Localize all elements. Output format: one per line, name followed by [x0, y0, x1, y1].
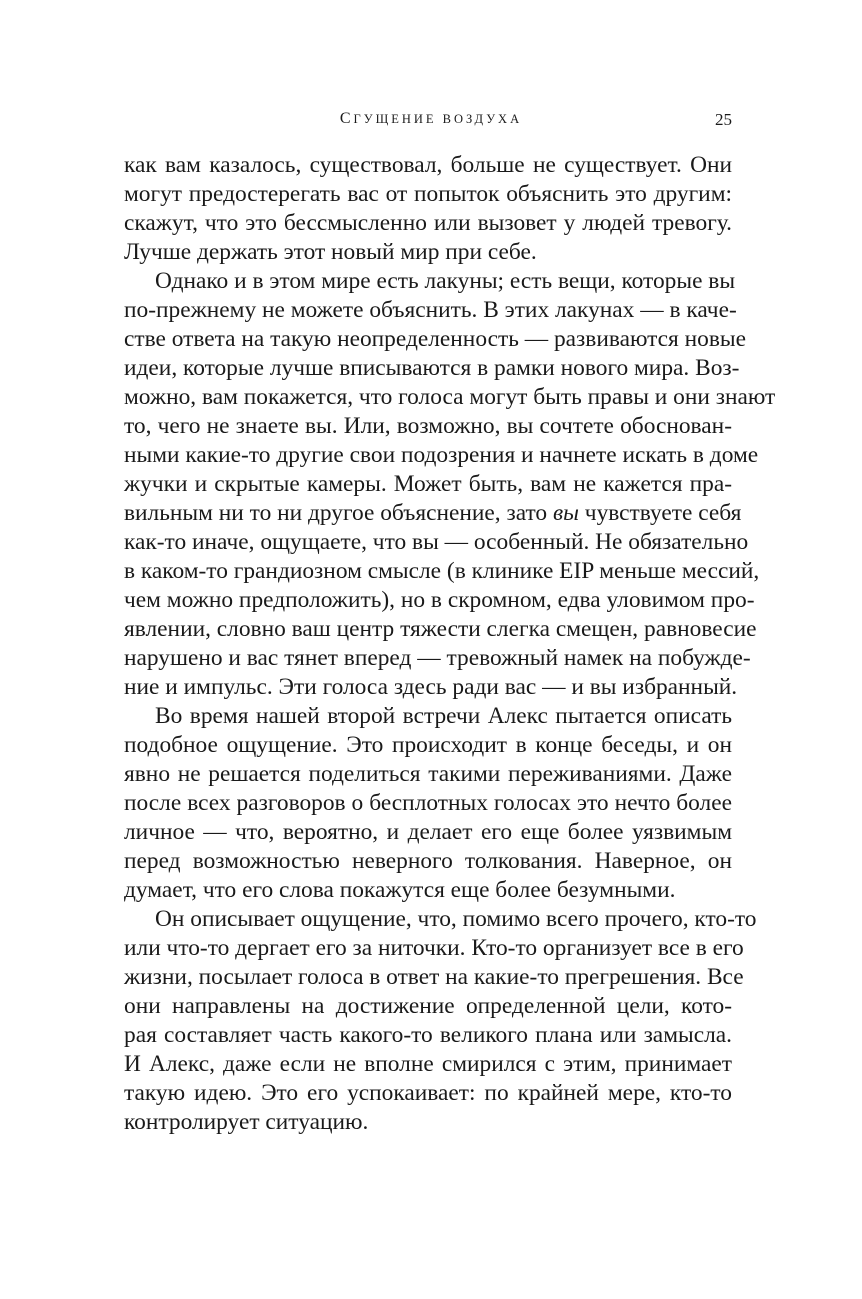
text-line: ние и импульс. Эти голоса здесь ради вас — и вы избранный. [124, 674, 738, 700]
running-title: СГУЩЕНИЕ ВОЗДУХА [339, 110, 523, 127]
text-line: то, чего не знаете вы. Или, возможно, вы сочтете обоснован- [124, 413, 732, 439]
text-line: перед возможностью неверного толкования. Наверное, он [124, 848, 732, 874]
text-line: Лучше держать этот новый мир при себе. [124, 239, 537, 265]
text-line: жизни, посылает голоса в ответ на какие-то прегрешения. Все [124, 964, 744, 990]
text-line: рая составляет часть какого-то великого плана или замысла. [124, 1022, 732, 1048]
text-line: И Алекс, даже если не вполне смирился с этим, принимает [124, 1051, 732, 1077]
paragraph [124, 702, 732, 905]
text-line: личное — что, вероятно, и делает его еще более уязвимым [124, 819, 732, 845]
text-line: контролирует ситуацию. [124, 1109, 369, 1135]
body-text [124, 151, 776, 1137]
text-line: как-то иначе, ощущаете, что вы — особенный. Не обязательно [124, 529, 749, 555]
text-line: ными какие-то другие свои подозрения и начнете искать в доме [124, 442, 759, 468]
text-line: Во время нашей второй встречи Алекс пытается описать [155, 703, 732, 729]
text-line: чем можно предположить), но в скромном, едва уловимом про- [124, 587, 755, 613]
text-line: идеи, которые лучше вписываются в рамки нового мира. Воз- [124, 355, 740, 381]
text-line: как вам казалось, существовал, больше не существует. Они [124, 152, 732, 178]
text-line: скажут, что это бессмысленно или вызовет у людей тревогу. [124, 210, 732, 236]
text-line: явлении, словно ваш центр тяжести слегка смещен, равновесие [124, 616, 757, 642]
text-line: могут предостерегать вас от попыток объяснить это другим: [124, 181, 732, 207]
text-line: после всех разговоров о бесплотных голосах это нечто более [124, 790, 732, 816]
text-line: явно не решается поделиться такими переживаниями. Даже [124, 761, 732, 787]
text-line: можно, вам покажется, что голоса могут быть правы и они знают [124, 384, 776, 410]
text-line: или что-то дергает его за ниточки. Кто-то организует все в его [124, 935, 744, 961]
text-line: стве ответа на такую неопределенность — развиваются новые [124, 326, 746, 352]
text-line: по-прежнему не можете объяснить. В этих лакунах — в каче- [124, 297, 737, 323]
text-line: Однако и в этом мире есть лакуны; есть вещи, которые вы [155, 268, 736, 294]
page-number: 25 [715, 110, 732, 129]
text-line: они направлены на достижение определенной цели, кото- [124, 993, 732, 1019]
text-line: Он описывает ощущение, что, помимо всего прочего, кто-то [155, 906, 757, 932]
paragraph [124, 905, 757, 1137]
text-line: думает, что его слова покажутся еще более безумными. [124, 877, 676, 903]
text-line: жучки и скрытые камеры. Может быть, вам не кажется пра- [124, 471, 732, 497]
paragraph [124, 267, 776, 702]
text-line: такую идею. Это его успокаивает: по крайней мере, кто-то [124, 1080, 732, 1106]
paragraph [124, 151, 732, 267]
text-line: подобное ощущение. Это происходит в конце беседы, и он [124, 732, 732, 758]
text-line: вильным ни то ни другое объяснение, зато вы чувствуете себя [124, 500, 742, 526]
text-line: в каком-то грандиозном смысле (в клинике EIP меньше мессий, [124, 558, 760, 584]
text-line: нарушено и вас тянет вперед — тревожный намек на побужде- [124, 645, 751, 671]
